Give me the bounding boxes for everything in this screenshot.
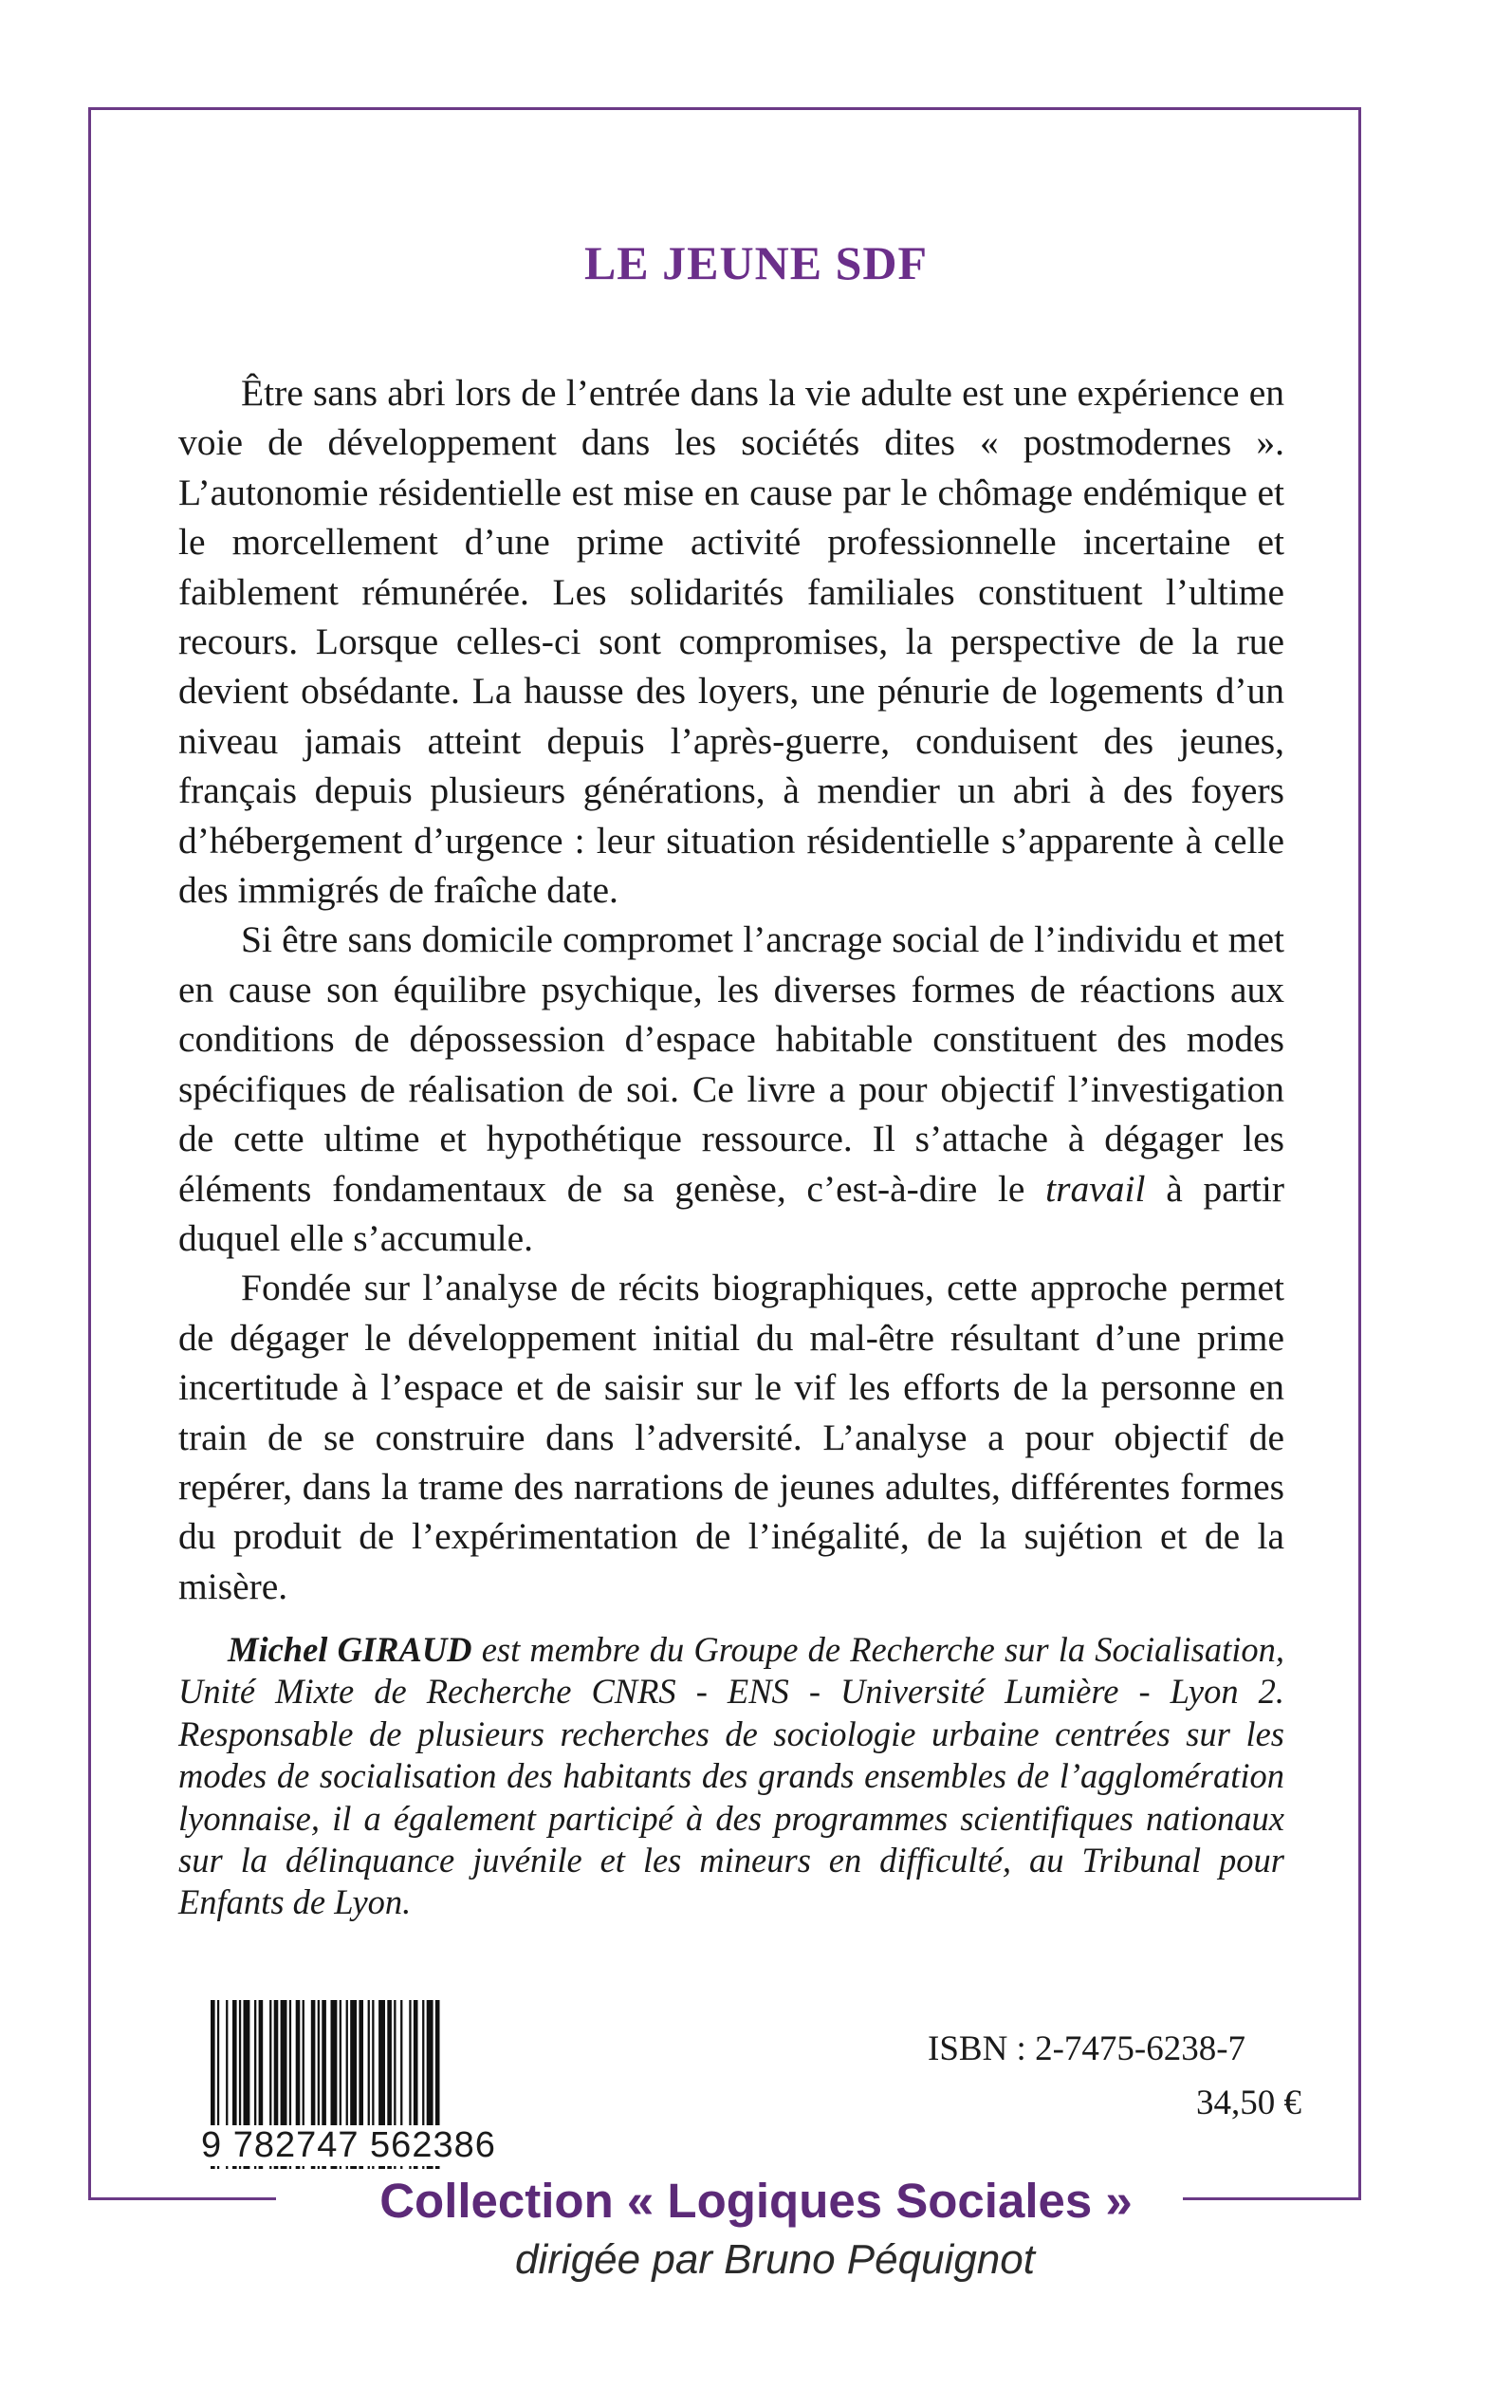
- isbn: ISBN : 2-7475-6238-7: [928, 2029, 1246, 2068]
- blurb-paragraph-2-end: à partir duquel elle s’accumule.: [178, 1167, 1284, 1259]
- author-bio: [178, 1629, 1284, 1924]
- blurb-paragraph-2: [178, 915, 1284, 1263]
- price: 34,50 €: [1196, 2084, 1301, 2122]
- barcode-digits: 9 782747 562386: [201, 2125, 543, 2166]
- blurb: [178, 368, 1284, 1611]
- book-title: LE JEUNE SDF: [583, 236, 929, 289]
- author-bio-paragraph: [178, 1629, 1284, 1924]
- author-name: Michel GIRAUD: [228, 1630, 472, 1669]
- blurb-paragraph-2-text: Si être sans domicile compromet l’ancrage social de l’individu et met en cause son équilibre psychique, les diverses formes de réactions aux conditions de dépossession d’espace habitable constituent des modes spécifiques de réalisation de soi. Ce livre a pour objectif l’investigation de cette ultime et hypothétique ressource. Il s’attache à dégager les éléments fondamentaux de sa genèse, c’est-à-dire le: [178, 918, 1284, 1210]
- emphasis-travail: travail: [1045, 1167, 1146, 1210]
- collection-name: Collection « Logiques Sociales »: [379, 2174, 1133, 2228]
- author-bio-text: est membre du Groupe de Recherche sur la Socialisation, Unité Mixte de Recherche CNRS - ENS - Université Lumière - Lyon 2. Responsable de plusieurs recherches de sociologie urbaine centrées sur les modes de socialisation des habitants des grands ensembles de l’agglomération lyonnaise, il a également participé à des programmes scientifiques nationaux sur la délinquance juvénile et les mineurs en difficulté, au Tribunal pour Enfants de Lyon.: [178, 1630, 1285, 1922]
- collection-director: dirigée par Bruno Péquignot: [515, 2236, 1035, 2283]
- blurb-paragraph-3: Fondée sur l’analyse de récits biographiques, cette approche permet de dégager le développement initial du mal-être résultant d’une prime incertitude à l’espace et de saisir sur le vif les efforts de la personne en train de se construire dans l’adversité. L’analyse a pour objectif de repérer, dans la trame des narrations de jeunes adultes, différentes formes du produit de l’expérimentation de l’inégalité, de la sujétion et de la misère.: [178, 1267, 1284, 1607]
- blurb-paragraph-1: Être sans abri lors de l’entrée dans la vie adulte est une expérience en voie de développement dans les sociétés dites « postmodernes ». L’autonomie résidentielle est mise en cause par le chômage endémique et le morcellement d’une prime activité professionnelle incertaine et faiblement rémunérée. Les solidarités familiales constituent l’ultime recours. Lorsque celles-ci sont compromises, la perspective de la rue devient obsédante. La hausse des loyers, une pénurie de logements d’un niveau jamais atteint depuis l’après-guerre, conduisent des jeunes, français depuis plusieurs générations, à mendier un abri à des foyers d’hébergement d’urgence : leur situation résidentielle s’apparente à celle des immigrés de fraîche date.: [178, 372, 1284, 912]
